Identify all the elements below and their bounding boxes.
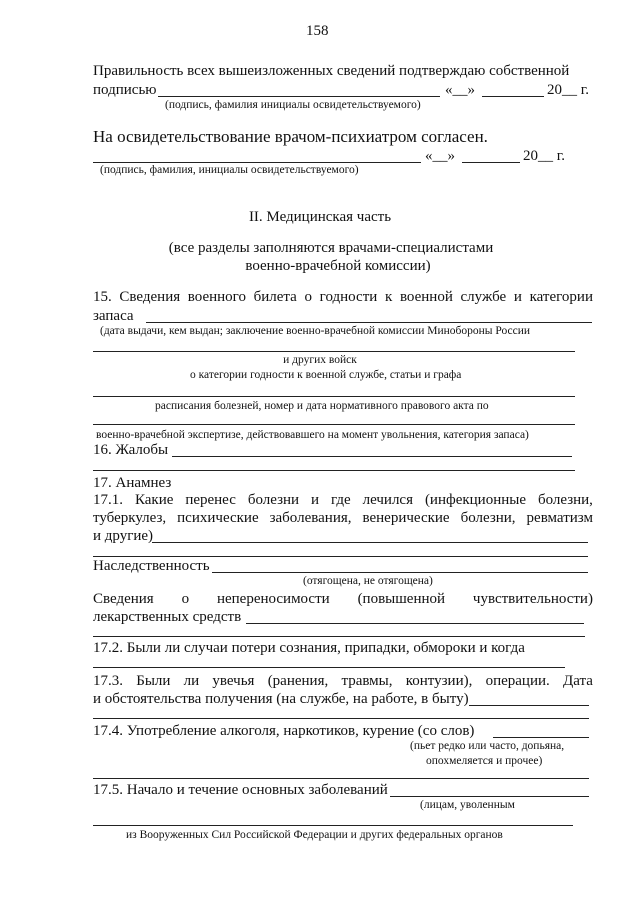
item15-caption-4: расписания болезней, номер и дата нормативного правового акта по bbox=[155, 400, 489, 412]
intolerance-field-line-1[interactable] bbox=[246, 623, 584, 624]
word: туберкулез, bbox=[93, 510, 167, 526]
consent-text: На освидетельствование врачом-психиатром согласен. bbox=[93, 127, 488, 146]
word: 17.3. bbox=[93, 673, 123, 689]
word: увечья bbox=[212, 673, 255, 689]
section-title: II. Медицинская часть bbox=[248, 209, 392, 225]
item15-caption-3: о категории годности к военной службе, статьи и графа bbox=[190, 369, 462, 381]
confirm-month-line[interactable] bbox=[482, 96, 544, 97]
item15-reserve-label: запаса bbox=[93, 308, 134, 324]
word: непереносимости bbox=[216, 591, 330, 607]
confirm-date-quote: «__» bbox=[445, 82, 475, 98]
intolerance-line2: лекарственных средств bbox=[93, 609, 242, 625]
item15-field-line-2[interactable] bbox=[93, 351, 575, 352]
word: (инфекционные bbox=[424, 492, 526, 508]
item17-4-field-line[interactable] bbox=[493, 737, 589, 738]
word: и bbox=[311, 492, 320, 508]
item17-3-field-line-2[interactable] bbox=[93, 718, 589, 719]
confirm-year: 20__ г. bbox=[547, 82, 589, 98]
word: Дата bbox=[562, 673, 593, 689]
item15-caption-5: военно-врачебной экспертизе, действовавшего на момент увольнения, категория запаса) bbox=[96, 429, 529, 441]
intolerance-line1 bbox=[93, 592, 593, 607]
word: травмы, bbox=[341, 673, 393, 689]
word: военного bbox=[187, 289, 246, 305]
item17-4-caption-2: опохмеляется и прочее) bbox=[426, 755, 543, 767]
consent-month-line[interactable] bbox=[462, 162, 520, 163]
word: и bbox=[513, 289, 522, 305]
word: 15. bbox=[93, 289, 112, 305]
item17-5-caption: (лицам, уволенным bbox=[420, 799, 515, 811]
item15-caption-2: и других войск bbox=[283, 354, 357, 366]
item17-4-caption-1: (пьет редко или часто, допьяна, bbox=[410, 740, 565, 752]
consent-year: 20__ г. bbox=[523, 148, 565, 164]
word: чувствительности) bbox=[472, 591, 593, 607]
item17-1-field-line-2[interactable] bbox=[93, 556, 588, 557]
word: болезни, bbox=[460, 510, 516, 526]
item17-5-text: 17.5. Начало и течение основных заболеваний bbox=[93, 782, 388, 798]
word: о bbox=[181, 591, 190, 607]
heredity-caption: (отягощена, не отягощена) bbox=[303, 575, 433, 587]
section-note-line1: (все разделы заполняются врачами-специалистами bbox=[168, 240, 494, 256]
item17-2-field-line[interactable] bbox=[93, 667, 565, 668]
item17-title: 17. Анамнез bbox=[93, 475, 172, 491]
heredity-field-line[interactable] bbox=[212, 572, 588, 573]
word: контузии), bbox=[405, 673, 473, 689]
word: перенес bbox=[185, 492, 236, 508]
word: билета bbox=[253, 289, 297, 305]
word: ли bbox=[183, 673, 200, 689]
word: о bbox=[304, 289, 312, 305]
confirm-caption: (подпись, фамилия инициалы освидетельствуемого) bbox=[165, 99, 421, 111]
item17-1-line1 bbox=[93, 493, 593, 508]
word: к bbox=[384, 289, 393, 305]
confirm-signature-label: подписью bbox=[93, 82, 157, 98]
item17-4-text: 17.4. Употребление алкоголя, наркотиков, курение (со слов) bbox=[93, 723, 475, 739]
word: годности bbox=[319, 289, 378, 305]
item17-5-field-line[interactable] bbox=[390, 796, 589, 797]
word: 17.1. bbox=[93, 492, 123, 508]
word: заболевания, bbox=[269, 510, 352, 526]
word: лечился bbox=[362, 492, 413, 508]
section-note-line2: военно-врачебной комиссии) bbox=[245, 258, 431, 274]
consent-date-quote: «__» bbox=[425, 148, 455, 164]
item17-3-line1 bbox=[93, 674, 593, 689]
word: ревматизм bbox=[526, 510, 593, 526]
item15-caption-1: (дата выдачи, кем выдан; заключение военно-врачебной комиссии Минобороны России bbox=[100, 325, 531, 337]
item15-heading bbox=[93, 290, 593, 305]
item15-field-line-1[interactable] bbox=[146, 322, 592, 323]
item17-1-line3: и другие) bbox=[93, 528, 154, 544]
word: Были bbox=[136, 673, 171, 689]
heredity-label: Наследственность bbox=[93, 558, 210, 574]
word: категории bbox=[529, 289, 593, 305]
word: где bbox=[330, 492, 351, 508]
word: Сведения bbox=[119, 289, 181, 305]
word: Сведения bbox=[93, 591, 154, 607]
consent-caption: (подпись, фамилия, инициалы освидетельствуемого) bbox=[100, 164, 359, 176]
item17-3-line2: и обстоятельства получения (на службе, на работе, в быту) bbox=[93, 691, 469, 707]
word: венерические bbox=[362, 510, 450, 526]
word: военной bbox=[399, 289, 453, 305]
item17-1-field-line-1[interactable] bbox=[152, 542, 588, 543]
item16-complaints-label: 16. Жалобы bbox=[93, 442, 169, 458]
word: (повышенной bbox=[357, 591, 446, 607]
consent-signature-line[interactable] bbox=[93, 162, 421, 163]
item17-2-text: 17.2. Были ли случаи потери сознания, припадки, обмороки и когда bbox=[93, 640, 525, 656]
word: болезни, bbox=[537, 492, 593, 508]
intolerance-field-line-2[interactable] bbox=[93, 636, 585, 637]
item17-5-footer-caption: из Вооруженных Сил Российской Федерации и других федеральных органов bbox=[126, 829, 503, 841]
confirm-signature-line[interactable] bbox=[158, 96, 440, 97]
page-number: 158 bbox=[306, 23, 329, 39]
word: операции. bbox=[485, 673, 550, 689]
confirm-text: Правильность всех вышеизложенных сведений подтверждаю собственной bbox=[93, 63, 570, 79]
item16-field-line-2[interactable] bbox=[93, 470, 575, 471]
item15-field-line-3[interactable] bbox=[93, 396, 575, 397]
word: (ранения, bbox=[267, 673, 329, 689]
word: службе bbox=[460, 289, 507, 305]
word: болезни bbox=[247, 492, 300, 508]
word: психические bbox=[177, 510, 259, 526]
item15-field-line-4[interactable] bbox=[93, 424, 575, 425]
item16-field-line-1[interactable] bbox=[172, 456, 572, 457]
item17-1-line2 bbox=[93, 511, 593, 526]
item17-3-field-line-1[interactable] bbox=[469, 705, 589, 706]
item17-5-field-line-2[interactable] bbox=[93, 825, 573, 826]
item17-4-field-line-2[interactable] bbox=[93, 778, 589, 779]
word: Какие bbox=[134, 492, 174, 508]
